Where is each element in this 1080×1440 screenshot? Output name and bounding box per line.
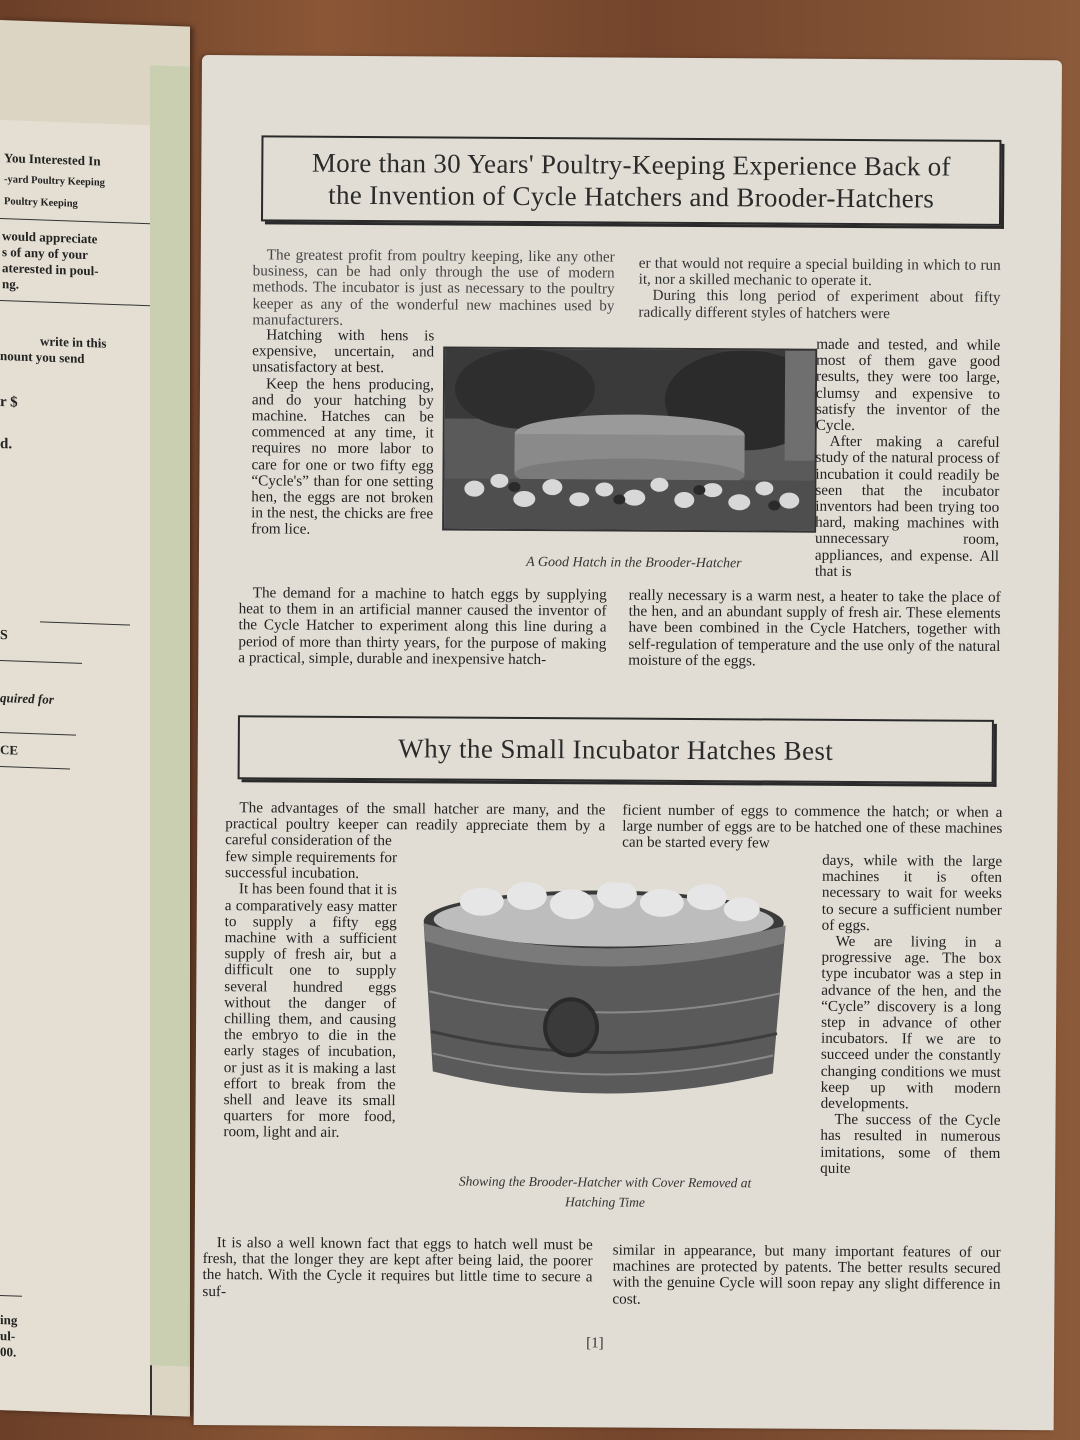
brooder-hatcher-photo — [411, 881, 797, 1108]
left-line: s of any of your — [2, 244, 88, 263]
article-paragraph — [815, 337, 1000, 581]
left-line: would appreciate — [2, 228, 98, 247]
paragraph-text: After making a careful study of the natural process of incubation it could readily be seen that the incubator inventors had been trying too hard, making machines with unnecessary room, appliances, and expense. All that is — [814, 433, 1000, 580]
divider — [0, 218, 150, 224]
left-line: aterested in poul- — [2, 260, 99, 279]
hatch-photo — [442, 346, 817, 532]
left-line: nount you send — [0, 348, 85, 366]
left-line: ul- — [0, 1328, 16, 1344]
left-line: quired for — [0, 690, 54, 707]
order-form-panel — [0, 120, 152, 1415]
paragraph-text: made and tested, and while most of them gave good results, they were too large, clumsy and expensive to satisfy the inventor of the Cycle. — [815, 335, 1001, 435]
article-paragraph — [225, 800, 605, 851]
left-line: ing — [0, 1312, 18, 1328]
left-line: 00. — [0, 1344, 17, 1360]
section-title: Why the Small Incubator Hatches Best — [398, 733, 834, 766]
brooder-hatcher-illustration — [411, 881, 797, 1108]
left-line: Poultry Keeping — [4, 196, 78, 210]
caption-line: Showing the Brooder-Hatcher with Cover Removed at — [458, 1173, 752, 1191]
article-paragraph — [820, 853, 1002, 1178]
article-paragraph — [202, 1235, 592, 1302]
left-line: write in this — [40, 333, 107, 351]
chicks-illustration — [444, 348, 815, 530]
paragraph-text: similar in appearance, but many important features of our machines are protected by patents. The better results secured with the genuine Cycle will soon repay any slight difference in cost. — [612, 1241, 1001, 1308]
section-title-line-2: the Invention of Cycle Hatchers and Brooder-Hatchers — [328, 179, 935, 214]
paragraph-text: ficient number of eggs to commence the hatch; or when a large number of eggs are to be hatched one of these machines can be started every few — [622, 801, 1003, 852]
article-paragraph — [223, 849, 397, 1142]
paragraph-text: The success of the Cycle has resulted in numerous imitations, some of them quite — [820, 1111, 1001, 1177]
blank-line — [0, 766, 70, 769]
left-line: ng. — [2, 276, 19, 292]
blank-line — [0, 1295, 22, 1297]
paragraph-text: Keep the hens producing, and do your hatching by machine. Hatches can be commenced at any time, it requires no more labor to care for one or two fifty egg “Cycle's” than for one setting hen, the eggs are not broken in the nest, the chicks are free from lice. — [251, 375, 435, 539]
left-line: CE — [0, 742, 19, 758]
photo-caption — [405, 1171, 805, 1213]
paragraph-text: The advantages of the small hatcher are many, and the practical poultry keeper can readily appreciate them by a careful consideration of the — [225, 799, 606, 850]
paragraph-text: really necessary is a warm nest, a heater to take the place of the hen, and an abundant supply of fresh air. These elements have been combined in the Cycle Hatchers, together with self-regulation of temperature and the use only of the natural moisture of the eggs. — [628, 586, 1001, 670]
inner-cover-edge — [150, 65, 190, 1366]
article-paragraph — [252, 247, 614, 330]
left-line: You Interested In — [4, 150, 101, 169]
left-line: S — [0, 628, 8, 644]
page-number: [1] — [586, 1335, 604, 1352]
photo-caption: A Good Hatch in the Brooder-Hatcher — [526, 554, 742, 572]
catalog-page — [194, 55, 1062, 1430]
article-paragraph — [612, 1243, 1000, 1310]
paragraph-text: We are living in a progressive age. The box type incubator was a step in advance of the hen, and the “Cycle” discovery is a long step in advance of other incubators. If we are to succeed under the constantly changing conditions we must keep up with modern developments. — [820, 932, 1002, 1113]
paragraph-text: During this long period of experiment about fifty radically different styles of hatchers were — [638, 287, 1001, 322]
left-facing-page — [0, 20, 190, 1417]
article-paragraph — [638, 256, 1000, 323]
article-paragraph — [238, 585, 606, 668]
paragraph-text: It has been found that it is a comparatively easy matter to supply a fifty egg machine with a sufficient supply of fresh air, but a difficult one to supply several hundred eggs without the danger of chilling them, and causing the embryo to die in the early stages of incubation, or just as it is making a last effort to break from the shell and leave its small quarters for more food, room, light and air. — [223, 880, 397, 1142]
left-line: r $ — [0, 394, 18, 411]
article-paragraph — [251, 327, 434, 539]
paragraph-text: Hatching with hens is expensive, uncertain, and unsatisfactory at best. — [252, 326, 435, 377]
blank-line — [0, 732, 76, 736]
section-title-box — [238, 715, 994, 784]
section-title-box — [261, 135, 1002, 226]
article-paragraph — [622, 803, 1002, 854]
paragraph-text: few simple requirements for successful incubation. — [224, 848, 398, 883]
divider — [0, 300, 150, 306]
paragraph-text: The greatest profit from poultry keeping, like any other business, can be had only through the use of modern methods. The incubator is just as necessary to the poultry keeper as any of the wonderful new machines used by manufacturers. — [252, 246, 615, 329]
section-title-line-1: More than 30 Years' Poultry-Keeping Experience Back of — [311, 147, 951, 182]
paragraph-text: er that would not require a special building in which to run it, nor a skilled mechanic to operate it. — [638, 254, 1001, 290]
paragraph-text: It is also a well known fact that eggs to hatch well must be fresh, that the longer they are kept after being laid, the poorer the hatch. With the Cycle it requires but little time to secure a suf- — [202, 1234, 593, 1300]
left-line: -yard Poultry Keeping — [4, 174, 105, 189]
blank-line — [40, 621, 130, 625]
blank-line — [0, 660, 82, 664]
paragraph-text: days, while with the large machines it is often necessary to wait for weeks to secure a sufficient number of eggs. — [821, 851, 1003, 934]
left-line: d. — [0, 436, 13, 453]
article-paragraph — [628, 588, 1000, 671]
paragraph-text: The demand for a machine to hatch eggs by supplying heat to them in an artificial manner caused the inventor of the Cycle Hatcher to experiment along this line during a period of more than thirty years, for the purpose of making a practical, simple, durable and inexpensive hatch- — [238, 584, 607, 668]
caption-line: Hatching Time — [565, 1194, 645, 1210]
